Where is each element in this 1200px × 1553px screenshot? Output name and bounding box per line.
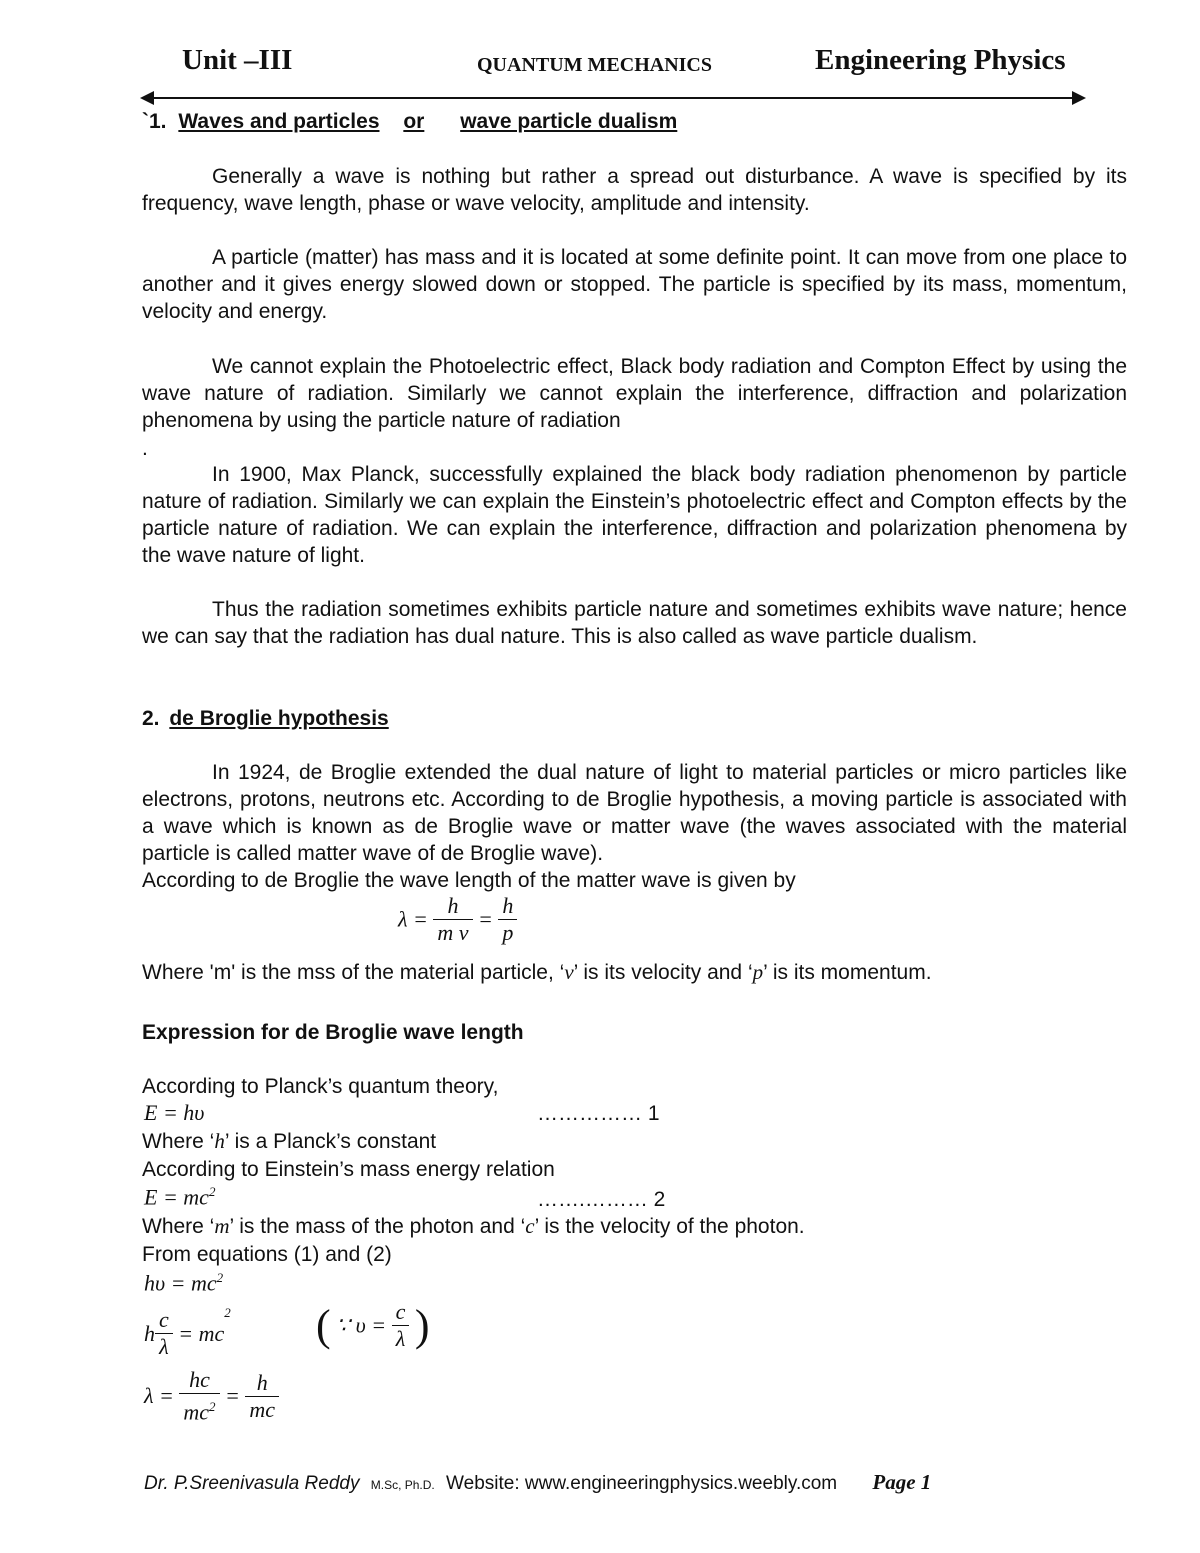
paren-close: ) [414, 1301, 430, 1350]
equation-2-ref: …….……… 2 [537, 1188, 666, 1211]
section-2-title: de Broglie hypothesis [169, 707, 389, 730]
arrow-right-icon [1072, 91, 1086, 105]
symbol-m: m [214, 1214, 230, 1238]
text-run: ’ is its momentum. [763, 961, 932, 984]
paragraph-line: According to de Broglie the wave length of the matter wave is given by [142, 869, 796, 892]
text-run: Where ‘ [142, 1215, 215, 1238]
stray-dot: . [142, 437, 148, 460]
paragraph: We cannot explain the Photoelectric effect, Black body radiation and Compton Effect by using the wave nature of radiation. Similarly we cannot explain the interference, diffraction and polarization phenomena by using the particle nature of radiation [142, 355, 1127, 432]
denominator: m v [437, 920, 469, 945]
eq-equals: = [478, 906, 493, 932]
paragraph: Generally a wave is nothing but rather a spread out disturbance. A wave is specified by its frequency, wave length, phase or wave velocity, amplitude and intensity. [142, 165, 1127, 215]
section-1-title-or: or [403, 110, 425, 133]
de-broglie-equation [398, 893, 517, 946]
section-2-heading [142, 705, 389, 732]
equation-1-ref: …………… 1 [537, 1102, 660, 1125]
section-1-title-b: wave particle dualism [460, 110, 678, 133]
text-run: ’ is a Planck’s constant [224, 1130, 437, 1153]
section-1-number: `1. [142, 110, 167, 133]
superscript: 2 [208, 1184, 216, 1199]
where-h-line [142, 1128, 436, 1155]
equation-4 [144, 1305, 231, 1360]
equation-3 [144, 1270, 223, 1296]
page-number: Page 1 [872, 1470, 932, 1494]
eq-text: E = mc [144, 1184, 209, 1210]
paragraph: A particle (matter) has mass and it is located at some definite point. It can move from one place to another and it gives energy slowed down or stopped. The particle is specified by its mass, momentum, velocity and energy. [142, 246, 1127, 323]
superscript: 2 [216, 1270, 224, 1285]
footer-website: Website: www.engineeringphysics.weebly.com [446, 1473, 838, 1494]
equation-2 [144, 1184, 215, 1210]
page-footer [144, 1470, 931, 1495]
where-line [142, 959, 932, 986]
den-text: mc [183, 1399, 210, 1425]
equation-5 [144, 1367, 279, 1425]
paragraph-line: According to Planck’s quantum theory, [142, 1075, 499, 1098]
paragraph: In 1924, de Broglie extended the dual nature of light to material particles or micro particles like electrons, protons, neutrons etc. According to de Broglie hypothesis, a moving particle is associated with a wave which is known as de Broglie wave or matter wave (the waves associated with the material particle is called matter wave of de Broglie wave). [142, 761, 1127, 865]
numerator: c [392, 1299, 410, 1326]
header-rule [150, 97, 1072, 99]
denominator: λ [159, 1334, 169, 1360]
eq-text: hυ = mc [144, 1270, 217, 1296]
eq-text: λ = [144, 1383, 174, 1409]
footer-degree: M.Sc, Ph.D. [370, 1478, 435, 1492]
paragraph-line: From equations (1) and (2) [142, 1243, 392, 1266]
fraction [179, 1367, 219, 1425]
superscript: 2 [224, 1305, 231, 1320]
equation-1: E = hυ [144, 1100, 205, 1125]
symbol-c: c [525, 1214, 535, 1238]
fraction [155, 1307, 173, 1360]
denominator: λ [395, 1326, 406, 1351]
eq-equals: = [225, 1383, 240, 1409]
course-title: Engineering Physics [815, 44, 1066, 76]
numerator: h [498, 893, 517, 920]
paragraph: In 1900, Max Planck, successfully explained the black body radiation phenomenon by particle nature of radiation. Similarly we can explain the Einstein’s photoelectric effect and Compton effects by the particle nature of radiation. We can explain the interference, diffraction and polarization phenomena by the wave nature of light. [142, 463, 1127, 567]
eq-text: h [144, 1320, 155, 1346]
symbol-h: h [214, 1129, 225, 1153]
eq-lhs: λ = [398, 906, 428, 932]
where-m-line [142, 1213, 805, 1240]
eq-text: = mc [178, 1320, 225, 1346]
numerator: c [155, 1307, 173, 1334]
section-1-title-a: Waves and particles [178, 110, 380, 133]
fraction [245, 1370, 279, 1423]
text-run: Where ‘ [142, 1130, 215, 1153]
unit-title: Unit –III [182, 44, 293, 76]
section-3-heading: Expression for de Broglie wave length [142, 1021, 524, 1044]
fraction [392, 1299, 410, 1352]
footer-author: Dr. P.Sreenivasula Reddy [144, 1473, 360, 1494]
eq-text: ∵ υ = [336, 1312, 387, 1338]
fraction [433, 893, 472, 946]
text-run: Where 'm' is the mss of the material particle, ‘ [142, 961, 565, 984]
subject-title: QUANTUM MECHANICS [477, 54, 712, 76]
symbol-p: p [752, 960, 764, 984]
text-run: ’ is its velocity and ‘ [573, 961, 753, 984]
equation-4-condition [316, 1299, 430, 1352]
denominator: p [502, 920, 514, 945]
section-1-heading [142, 108, 677, 135]
numerator: h [433, 893, 472, 920]
denominator: mc [249, 1396, 276, 1422]
numerator: h [245, 1370, 279, 1397]
numerator: hc [179, 1367, 219, 1394]
text-run: ’ is the mass of the photon and ‘ [229, 1215, 526, 1238]
section-2-number: 2. [142, 707, 160, 730]
text-run: ’ is the velocity of the photon. [534, 1215, 805, 1238]
paragraph-line: According to Einstein’s mass energy relation [142, 1158, 555, 1181]
symbol-v: v [564, 960, 574, 984]
denominator [179, 1394, 219, 1425]
fraction [498, 893, 517, 946]
paragraph: Thus the radiation sometimes exhibits particle nature and sometimes exhibits wave nature; hence we can say that the radiation has dual nature. This is also called as wave particle dualism. [142, 598, 1127, 648]
paren-open: ( [316, 1301, 331, 1350]
superscript: 2 [209, 1399, 216, 1414]
